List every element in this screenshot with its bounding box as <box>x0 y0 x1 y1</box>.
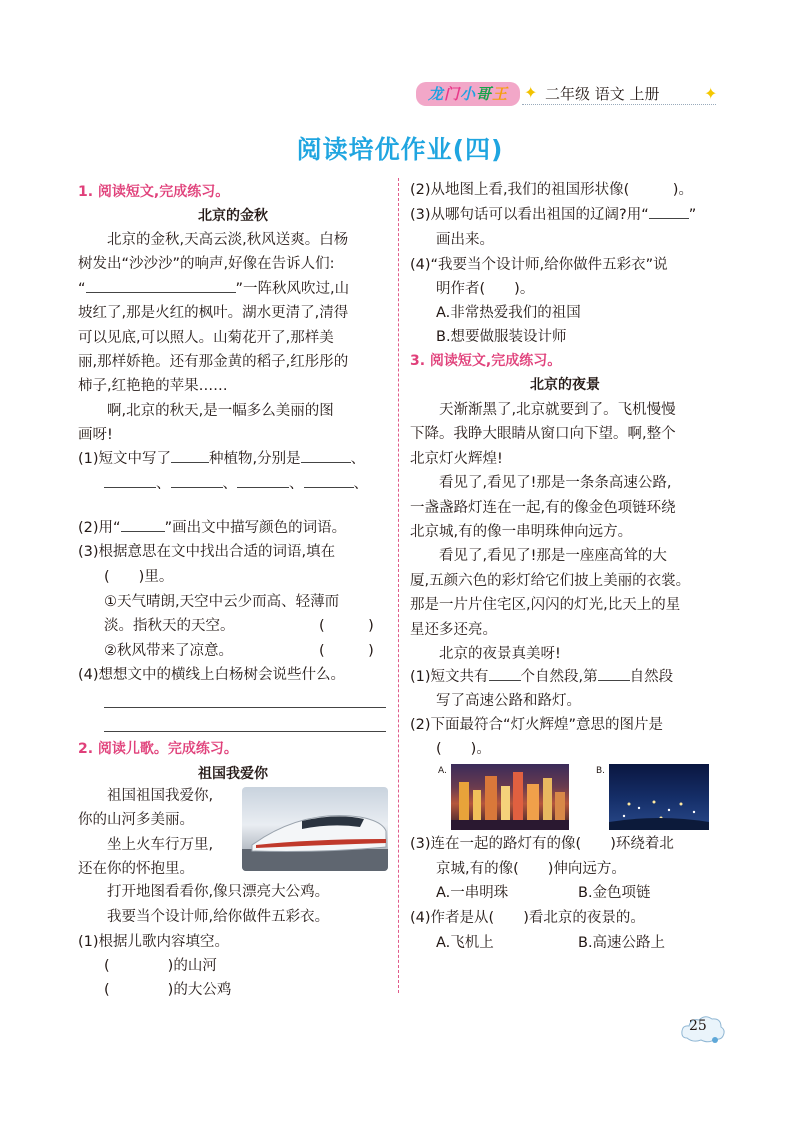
high-speed-train-photo <box>242 787 388 871</box>
logo-char: 哥 <box>476 85 493 103</box>
city-night-photo-a[interactable] <box>451 764 569 830</box>
passage-3 <box>410 398 722 666</box>
question-1-heading: 1. 阅读短文,完成练习。 <box>78 184 230 200</box>
separator: 、 <box>289 476 304 492</box>
question-text: 种植物,分别是 <box>209 451 301 467</box>
header-divider <box>522 104 716 105</box>
page-number-badge <box>679 1012 727 1046</box>
question-3-heading: 3. 阅读短文,完成练习。 <box>410 353 562 369</box>
passage-line: 画呀! <box>78 427 113 444</box>
poem-line: 坐上火车行万里, <box>78 836 214 853</box>
question-1-3: (3)根据意思在文中找出合适的词语,填在 <box>78 544 336 560</box>
answer-blank[interactable] <box>301 448 351 463</box>
night-lights-illustration <box>609 764 709 830</box>
logo-char: 小 <box>459 85 476 103</box>
passage-line: 下降。我睁大眼睛从窗口向下望。啊,整个 <box>410 426 676 443</box>
question-2-3 <box>410 203 696 227</box>
passage-line: 北京的金秋,天高云淡,秋风送爽。白杨 <box>78 232 349 248</box>
answer-paren[interactable]: ( ) <box>319 643 374 659</box>
question-text: 自然段 <box>629 669 674 685</box>
passage-line: 北京灯火辉煌! <box>410 450 503 467</box>
quote-mark: ” <box>688 207 697 223</box>
answer-blank[interactable] <box>121 517 165 532</box>
question-text: 个自然段,第 <box>520 669 598 685</box>
separator: 、 <box>350 451 366 467</box>
question-1-1-blanks <box>104 472 368 496</box>
logo-char: 龙 <box>427 85 444 103</box>
option-b[interactable]: B.想要做服装设计师 <box>436 329 567 345</box>
question-text: ”画出文中描写颜色的词语。 <box>164 520 347 536</box>
answer-blank[interactable] <box>598 666 630 681</box>
quote-mark: “ <box>78 280 86 297</box>
question-1-3-item: 淡。指秋天的天空。 <box>104 618 235 634</box>
passage-line: 厦,五颜六色的彩灯给它们披上美丽的衣裳。 <box>410 572 691 589</box>
option-b[interactable]: B.金色项链 <box>578 885 651 901</box>
answer-blank[interactable] <box>171 448 209 463</box>
question-2-4-cont: 明作者( )。 <box>436 281 535 297</box>
city-night-photo-b[interactable] <box>609 764 709 830</box>
passage-line: 天渐渐黑了,北京就要到了。飞机慢慢 <box>410 402 676 418</box>
star-icon: ✦ <box>524 83 538 102</box>
passage-line: 树发出“沙沙沙”的响声,好像在告诉人们: <box>78 256 335 273</box>
question-3-3-cont: 京城,有的像( )伸向远方。 <box>436 861 626 877</box>
option-a[interactable]: A.一串明珠 <box>436 885 509 901</box>
column-divider <box>398 178 399 993</box>
answer-blank[interactable] <box>171 473 223 488</box>
question-3-1-cont: 写了高速公路和路灯。 <box>436 693 581 709</box>
separator: 、 <box>353 476 368 492</box>
answer-paren[interactable]: ( )。 <box>436 741 491 757</box>
answer-blank[interactable] <box>304 473 354 488</box>
passage-line: 星还多还亮。 <box>410 621 497 638</box>
passage-line: 那是一片片住宅区,闪闪的灯光,比天上的星 <box>410 597 681 614</box>
answer-blank[interactable] <box>649 204 689 219</box>
question-3-3: (3)连在一起的路灯有的像( )环绕着北 <box>410 836 674 852</box>
passage-1 <box>78 228 390 448</box>
answer-paren-line[interactable]: ( )的大公鸡 <box>104 982 232 998</box>
passage-line: 北京的夜景真美呀! <box>410 646 561 663</box>
poem-line: 你的山河多美丽。 <box>78 812 194 829</box>
passage-title: 北京的夜景 <box>530 377 600 393</box>
poem-title: 祖国我爱你 <box>198 766 268 782</box>
page-title: 阅读培优作业(四) <box>296 135 504 164</box>
image-option-label: B. <box>596 766 606 776</box>
passage-line: 北京城,有的像一串明珠伸向远方。 <box>410 524 633 541</box>
question-3-1 <box>410 665 673 689</box>
answer-blank[interactable] <box>489 666 521 681</box>
passage-line: 坡红了,那是火红的枫叶。湖水更清了,清得 <box>78 305 349 322</box>
question-1-1 <box>78 447 365 471</box>
question-text: (1)短文中写了 <box>78 451 172 467</box>
image-option-label: A. <box>438 766 447 776</box>
poem-line: 祖国祖国我爱你, <box>78 788 214 804</box>
poem-line: 我要当个设计师,给你做件五彩衣。 <box>78 909 330 925</box>
answer-line[interactable] <box>104 731 386 732</box>
question-3-2: (2)下面最符合“灯火辉煌”意思的图片是 <box>410 717 664 733</box>
train-illustration <box>242 787 388 871</box>
option-a[interactable]: A.飞机上 <box>436 935 494 951</box>
answer-blank[interactable] <box>104 473 156 488</box>
answer-paren-line[interactable]: ( )的山河 <box>104 958 217 974</box>
option-a[interactable]: A.非常热爱我们的祖国 <box>436 305 581 321</box>
logo-char: 门 <box>443 85 460 103</box>
question-1-4: (4)想想文中的横线上白杨树会说些什么。 <box>78 667 346 683</box>
question-3-4: (4)作者是从( )看北京的夜景的。 <box>410 910 645 926</box>
poem-line: 还在你的怀抱里。 <box>78 861 194 878</box>
passage-line: 啊,北京的秋天,是一幅多么美丽的图 <box>78 402 334 419</box>
answer-paren[interactable]: ( ) <box>319 618 374 634</box>
question-text: (2)用“ <box>78 520 121 536</box>
passage-line <box>78 277 390 301</box>
question-2-heading: 2. 阅读儿歌。完成练习。 <box>78 741 238 757</box>
question-1-3-item: ①天气晴朗,天空中云少而高、轻薄而 <box>104 594 340 610</box>
answer-line[interactable] <box>104 707 386 708</box>
question-1-2 <box>78 516 346 540</box>
star-icon: ✦ <box>704 84 718 103</box>
separator: 、 <box>222 476 237 492</box>
passage-line: 看见了,看见了!那是一座座高耸的大 <box>410 548 667 565</box>
passage-line: 一盏盏路灯连在一起,有的像金色项链环绕 <box>410 499 676 516</box>
passage-line: 可以见底,可以照人。山菊花开了,那样美 <box>78 329 334 346</box>
question-text: (3)从哪句话可以看出祖国的辽阔?用“ <box>410 207 649 223</box>
question-2-4: (4)“我要当个设计师,给你做件五彩衣”说 <box>410 257 668 273</box>
passage-line: 看见了,看见了!那是一条条高速公路, <box>410 475 672 492</box>
logo-char: 王 <box>492 85 509 103</box>
passage-title: 北京的金秋 <box>198 208 268 224</box>
skyline-illustration <box>451 764 569 830</box>
question-2-2: (2)从地图上看,我们的祖国形状像( )。 <box>410 182 693 198</box>
option-b[interactable]: B.高速公路上 <box>578 935 666 951</box>
answer-blank[interactable] <box>86 278 236 293</box>
question-2-3-cont: 画出来。 <box>436 232 494 248</box>
poem-line: 打开地图看看你,像只漂亮大公鸡。 <box>78 884 330 900</box>
question-2-1: (1)根据儿歌内容填空。 <box>78 934 230 950</box>
question-1-3-item: ②秋风带来了凉意。 <box>104 643 233 659</box>
passage-line: 丽,那样娇艳。还有那金黄的稻子,红彤彤的 <box>78 354 349 371</box>
answer-blank[interactable] <box>237 473 289 488</box>
passage-line: 柿子,红艳艳的苹果…… <box>78 378 228 395</box>
passage-text: ”一阵秋风吹过,山 <box>235 280 350 297</box>
question-text: (1)短文共有 <box>410 669 489 685</box>
separator: 、 <box>156 476 171 492</box>
grade-subject-label: 二年级 语文 上册 <box>545 85 660 103</box>
series-logo <box>416 82 520 106</box>
poem <box>78 784 238 882</box>
page-number: 25 <box>689 1018 707 1034</box>
answer-paren[interactable]: ( )里。 <box>104 569 174 585</box>
